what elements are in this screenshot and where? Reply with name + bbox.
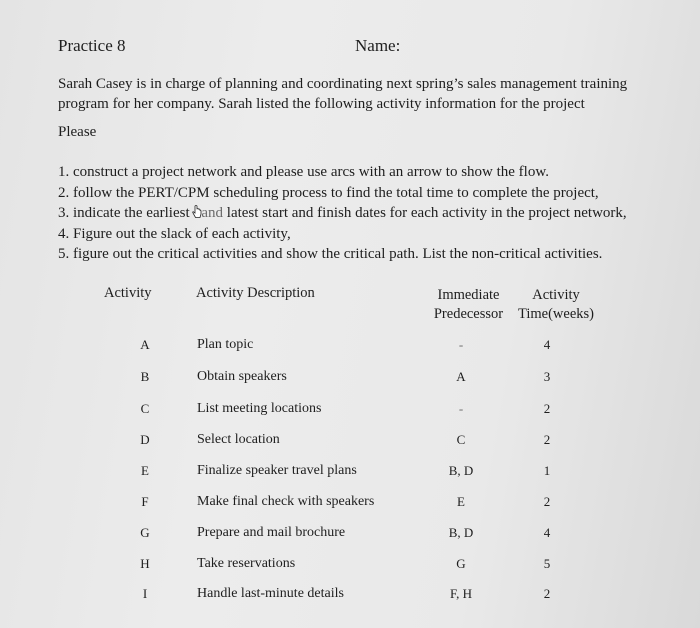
table-row [0,494,700,516]
cell-predecessor: F, H [449,586,473,601]
cell-activity: F [141,494,149,509]
cell-predecessor: B, D [448,525,474,540]
cell-description: Plan topic [197,337,254,352]
header-predecessor-line1: Immediate [437,287,500,303]
intro-paragraph [58,74,668,114]
cell-time: 2 [543,432,551,447]
cell-activity: G [140,525,150,540]
cell-predecessor: A [456,369,466,384]
cell-time: 5 [543,556,551,571]
cell-predecessor: C [456,432,466,447]
cell-predecessor: E [457,494,465,509]
header-description: Activity Description [196,285,315,301]
cell-activity: B [140,369,150,384]
header-predecessor [431,286,506,324]
cell-activity: C [140,401,150,416]
table-row [0,463,700,485]
table-row [0,586,700,608]
cell-time: 2 [543,401,551,416]
cell-description: Handle last-minute details [197,586,344,601]
header-time-line2: Time(weeks) [518,306,594,322]
instruction-item: 4. Figure out the slack of each activity, [58,225,291,242]
cell-description: Select location [197,432,280,447]
cell-description: Take reservations [197,556,296,571]
table-row [0,525,700,547]
cell-description: Prepare and mail brochure [197,525,346,540]
instruction-item: 5. figure out the critical activities and show the critical path. List the non-critical activities. [58,246,603,262]
instruction-text: latest start and finish dates for each activity in the project network, [223,205,627,221]
name-field-label: Name: [355,36,401,55]
cell-time: 1 [543,463,551,478]
header-activity: Activity [104,285,152,301]
intro-line-2: program for her company. Sarah listed the following activity information for the project [58,96,585,112]
cell-description: Make final check with speakers [197,494,375,509]
header-time [511,286,601,324]
cell-predecessor: B, D [448,463,474,478]
cell-time: 3 [543,369,551,384]
cell-time: 4 [543,337,551,352]
cell-activity: H [140,556,150,571]
table-row [0,556,700,578]
intro-line-1: Sarah Casey is in charge of planning and coordinating next spring’s sales management training [58,76,628,92]
please-heading: Please [58,124,97,140]
cell-predecessor: G [456,556,466,571]
obscured-word: and [201,205,224,221]
cell-time: 4 [543,525,551,540]
cell-predecessor: - [458,337,464,352]
cell-activity: D [140,432,150,447]
cell-description: Obtain speakers [197,369,287,384]
header-time-line1: Activity [532,287,580,303]
cell-activity: E [141,463,149,478]
cell-activity: A [140,337,150,352]
cell-description: Finalize speaker travel plans [197,463,357,478]
instruction-text: 3. indicate the earliest [58,205,194,221]
cell-description: List meeting locations [197,401,322,416]
table-row [0,432,700,454]
instruction-item: 1. construct a project network and please use arcs with an arrow to show the flow. [58,164,549,180]
cell-time: 2 [543,586,551,601]
instruction-list [58,162,678,265]
header-predecessor-line2: Predecessor [433,306,504,322]
cell-activity: I [142,586,148,601]
instruction-item [58,203,678,224]
table-row [0,337,700,359]
worksheet-title: Practice 8 [58,36,126,55]
table-row [0,401,700,423]
table-row [0,369,700,391]
cell-time: 2 [543,494,551,509]
instruction-item: 2. follow the PERT/CPM scheduling process to find the total time to complete the project, [58,184,599,201]
cell-predecessor: - [458,401,464,416]
